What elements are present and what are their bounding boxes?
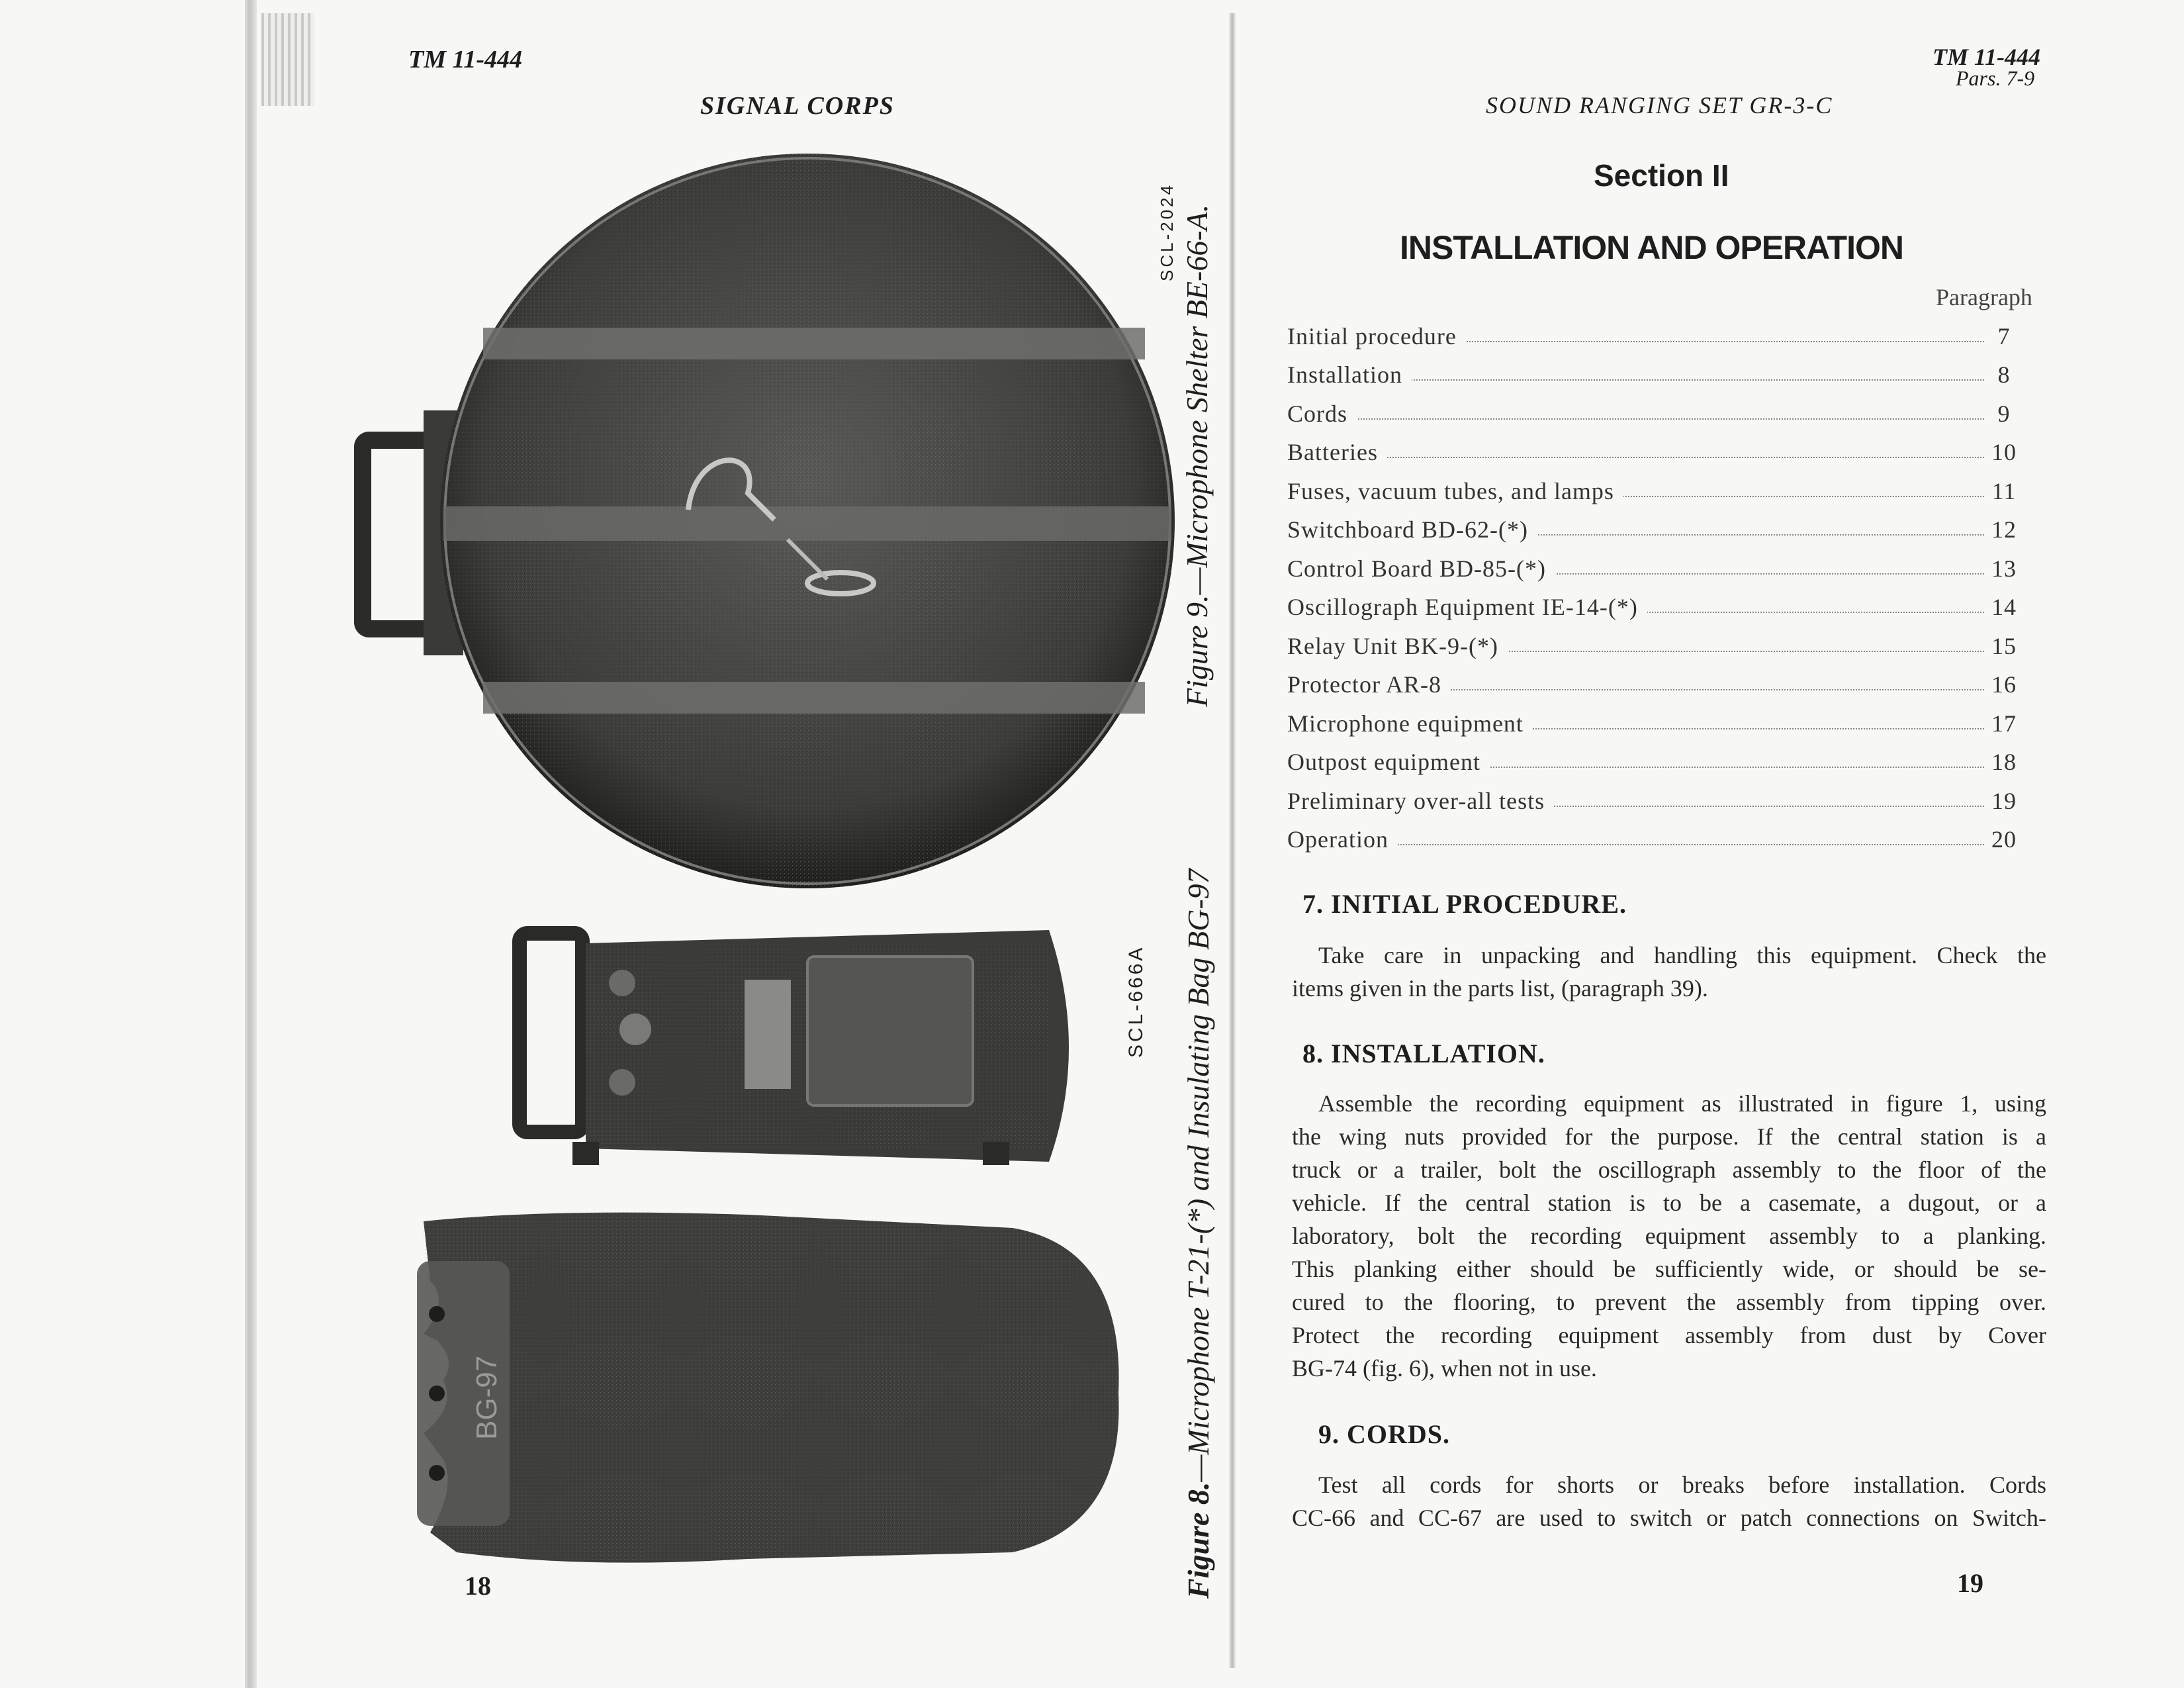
toc-row bbox=[1287, 543, 2045, 583]
left-page-header: SIGNAL CORPS bbox=[700, 92, 895, 120]
right-page-number: 19 bbox=[1957, 1568, 1983, 1598]
paragraph-range: Pars. 7-9 bbox=[1956, 66, 2035, 90]
toc-row bbox=[1287, 505, 2045, 544]
figure9-code: SCL-2024 bbox=[1157, 182, 1177, 281]
toc-title: Initial procedure bbox=[1287, 322, 1466, 350]
figure9-caption bbox=[1179, 205, 1214, 707]
toc-title: Protector AR-8 bbox=[1287, 671, 1451, 698]
toc-title: Outpost equipment bbox=[1287, 748, 1490, 776]
toc-para: 10 bbox=[1984, 438, 2024, 466]
toc-row bbox=[1287, 466, 2045, 505]
toc-para: 12 bbox=[1984, 516, 2024, 543]
toc-para: 14 bbox=[1984, 593, 2024, 621]
text-line: vehicle. If the central station is to be a casemate, a dugout, or a bbox=[1292, 1190, 2046, 1216]
toc-title: Batteries bbox=[1287, 438, 1387, 466]
toc-row bbox=[1287, 815, 2045, 854]
text-line: Assemble the recording equipment as illustrated in figure 1, using bbox=[1318, 1090, 2046, 1117]
text-line: truck or a trailer, bolt the oscillograph assembly to the floor of the bbox=[1292, 1156, 2046, 1183]
paragraph-7-heading: 7. INITIAL PROCEDURE. bbox=[1302, 889, 1627, 919]
text-line: Protect the recording equipment assembly from dust by Cover bbox=[1292, 1322, 2046, 1348]
toc-title: Microphone equipment bbox=[1287, 710, 1533, 737]
book-spine bbox=[1229, 13, 1236, 1668]
scan-edge-left bbox=[245, 0, 257, 1688]
text-line: BG-74 (fig. 6), when not in use. bbox=[1292, 1355, 1597, 1382]
figure8-bag-photo bbox=[417, 1208, 1138, 1566]
paragraph-7-body bbox=[1292, 939, 2046, 1005]
toc-row bbox=[1287, 428, 2045, 467]
text-line: laboratory, bolt the recording equipment assembly to a planking. bbox=[1292, 1223, 2046, 1249]
toc-para: 18 bbox=[1984, 748, 2024, 776]
toc-para: 8 bbox=[1984, 361, 2024, 389]
figure8-code: SCL-666A bbox=[1125, 945, 1147, 1058]
figure9-shelter-photo bbox=[351, 149, 1191, 894]
section-title: INSTALLATION AND OPERATION bbox=[1400, 229, 1903, 266]
figure8-caption-text: —Microphone T-21-(*) and Insulating Bag BG-97 bbox=[1181, 868, 1215, 1482]
toc-title: Relay Unit BK-9-(*) bbox=[1287, 632, 1508, 660]
figure8-caption bbox=[1181, 868, 1216, 1599]
toc-para: 7 bbox=[1984, 322, 2024, 350]
table-of-contents bbox=[1287, 311, 2045, 853]
figure8-microphone-photo bbox=[506, 923, 1102, 1172]
toc-row bbox=[1287, 311, 2045, 350]
toc-title: Fuses, vacuum tubes, and lamps bbox=[1287, 477, 1623, 505]
scan-edge-marks bbox=[261, 13, 314, 106]
toc-para: 11 bbox=[1984, 477, 2024, 505]
right-page-header: SOUND RANGING SET GR-3-C bbox=[1486, 92, 1833, 118]
paragraph-8-body bbox=[1292, 1087, 2046, 1385]
toc-para: 19 bbox=[1984, 787, 2024, 815]
text-line: This planking either should be sufficiently wide, or should be se- bbox=[1292, 1256, 2046, 1282]
section-number: Section II bbox=[1594, 158, 1729, 193]
toc-row bbox=[1287, 660, 2045, 699]
text-line: items given in the parts list, (paragraph 39). bbox=[1292, 975, 1708, 1002]
toc-title: Installation bbox=[1287, 361, 1412, 389]
toc-row bbox=[1287, 698, 2045, 737]
toc-row bbox=[1287, 583, 2045, 622]
text-line: CC-66 and CC-67 are used to switch or patch connections on Switch- bbox=[1292, 1505, 2046, 1531]
right-doc-id: TM 11-444 bbox=[1933, 44, 2041, 70]
figure9-caption-num: Figure 9. bbox=[1180, 594, 1214, 707]
figure8-caption-num: Figure 8. bbox=[1181, 1481, 1215, 1599]
text-line: Take care in unpacking and handling this equipment. Check the bbox=[1318, 942, 2046, 968]
toc-para: 17 bbox=[1984, 710, 2024, 737]
toc-para: 15 bbox=[1984, 632, 2024, 660]
toc-row bbox=[1287, 776, 2045, 815]
left-doc-id: TM 11-444 bbox=[408, 46, 523, 73]
toc-title: Oscillograph Equipment IE-14-(*) bbox=[1287, 593, 1647, 621]
toc-row bbox=[1287, 350, 2045, 389]
toc-row bbox=[1287, 621, 2045, 660]
toc-para: 9 bbox=[1984, 400, 2024, 428]
toc-row bbox=[1287, 389, 2045, 428]
paragraph-9-body bbox=[1292, 1468, 2046, 1534]
text-line: cured to the flooring, to prevent the assembly from tipping over. bbox=[1292, 1289, 2046, 1315]
toc-para: 16 bbox=[1984, 671, 2024, 698]
toc-title: Preliminary over-all tests bbox=[1287, 787, 1554, 815]
toc-paragraph-heading: Paragraph bbox=[1936, 284, 2032, 310]
toc-title: Control Board BD-85-(*) bbox=[1287, 555, 1555, 583]
toc-title: Switchboard BD-62-(*) bbox=[1287, 516, 1537, 543]
toc-title: Operation bbox=[1287, 825, 1398, 853]
figure9-caption-text: —Microphone Shelter BE-66-A. bbox=[1180, 204, 1214, 595]
toc-row bbox=[1287, 737, 2045, 776]
paragraph-9-heading: 9. CORDS. bbox=[1318, 1419, 1451, 1449]
toc-title: Cords bbox=[1287, 400, 1357, 428]
left-page-number: 18 bbox=[465, 1571, 491, 1601]
text-line: the wing nuts provided for the purpose. If the central station is a bbox=[1292, 1123, 2046, 1150]
text-line: Test all cords for shorts or breaks before installation. Cords bbox=[1318, 1472, 2046, 1498]
paragraph-8-heading: 8. INSTALLATION. bbox=[1302, 1039, 1545, 1068]
toc-para: 13 bbox=[1984, 555, 2024, 583]
bag-label: BG-97 bbox=[471, 1355, 503, 1440]
toc-para: 20 bbox=[1984, 825, 2024, 853]
